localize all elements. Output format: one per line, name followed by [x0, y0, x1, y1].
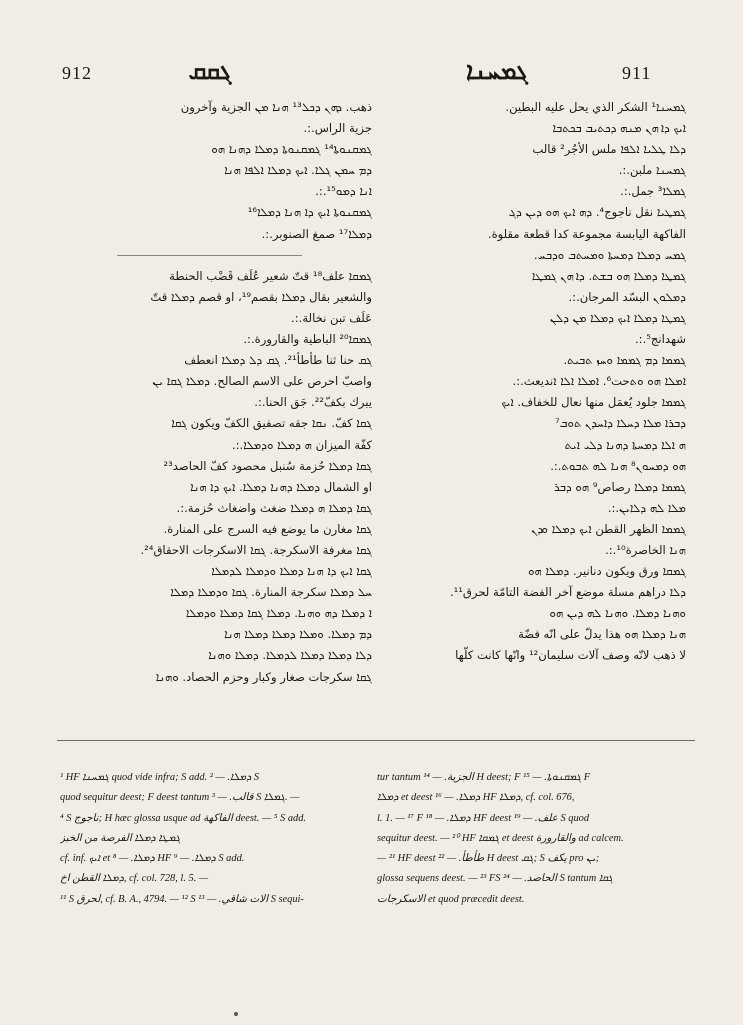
footnote-line: tur tantum الجزية. — ¹⁴ H deest; F ܓܡܩܢܘܬܐ. — ¹⁵ F	[377, 772, 591, 783]
text-line: والشعير بقال ܕܡܠܐ بقصم¹⁹، او قصم ܕܡܠܐ قتّ	[150, 289, 372, 304]
right-page-number: 911	[622, 63, 652, 83]
text-line: ܡܠܐ ܠܗ ܕܠܐܝܢ.:.	[607, 500, 686, 515]
left-page-number: 912	[62, 63, 92, 83]
footnote-line: glossa sequens deest. — ²³ FS الحاصد. — ²⁴ S tantum ܓܩܐ	[377, 873, 613, 885]
footnote-line: cf. inf. ܐܝܟ et ܕܡܠܐ. — ⁸ HF ܕܡܠܐ. — ⁹ S add.	[60, 853, 245, 865]
footnote-line: ¹¹ S لحرق, cf. B. A., 4794. — ¹² S الات شاقي. — ¹³ S sequi-	[60, 893, 304, 905]
text-line: ܓܡܚܢܐ¹ الشكر الذي يحل عليه البطين.	[505, 100, 686, 114]
text-line: واصبّ احرص على الاسم الصالح. ܕܡܠܐ ܓܩܐ ܝܢ	[152, 374, 372, 389]
footnote-line: ¹ HF ܓܡܚܢܐ quod vide infra; S add. ܕܡܠܐ. — ² S	[60, 772, 260, 783]
left-running-head: ܓܩܩ	[188, 56, 232, 85]
footnote-line: ܕܡܠܐ القطن اخ, cf. col. 728, l. 5. —	[60, 873, 209, 885]
text-line: ܐܡܠܐ ܗܘ ܘܬحت⁶. ܐܡܠܐ ܐܠܐ ܐنديعث.:.	[512, 374, 686, 389]
text-line: ܗ ܐܠܐ ܕܡܚܬܐ ܕܗܢܐ ܕܠܝ ܐܝܬ	[564, 437, 686, 452]
text-line	[57, 245, 372, 266]
text-line: ܐ ܕܡܠܐ ܕܗ ܘܗܢܐ. ܕܡܠܐ ܓܩܐ ܕܡܠܐ ܘܕܡܠܐ	[185, 606, 372, 621]
text-line: ܐܢܐ ܕܡܘ¹⁵.:.	[315, 184, 372, 199]
text-line: ܓܡܩܐ علف¹⁸ قتّ شعير عُلَف قَضْب الحنطة	[169, 268, 372, 283]
footnote-line: الاسكرجات et quod præcedit deest.	[377, 893, 525, 905]
text-line: ܓܡܡܐ الظهر القطن ܐܝܟ ܕܡܠܐ ܘܕܢ	[531, 521, 686, 536]
text-line: ܓܩܐ كفّ. ܢܩܐ جقه تصفيق الكفّ ويكون ܓܩܐ	[171, 416, 372, 431]
footnote-line: l. 1. — ¹⁷ F ܕܡܠܐ. — ¹⁸ HF deest علف. — ¹⁹ S quod	[377, 812, 590, 824]
text-line: ܕܠܐ ܛܠܝܐ ܐܠܦܐ ملس الأجُر² قالب	[532, 142, 686, 157]
text-line: ܓܡܚܢܐ ملبن.:.	[618, 163, 686, 178]
left-text-column	[57, 97, 372, 688]
page-speck	[234, 1012, 238, 1016]
text-line: ܓܡܡܐ ܕܡ ܓܡܡܐ ܘܚܙ ܬܒܝܬ.	[563, 353, 686, 368]
text-line: ܓܡܛܐ ܕܡܠܐ ܗܘ ܒܫܬ. ܕܐ ܗܢ ܓܡܛܐ	[531, 268, 686, 283]
footnote-line: sequitur deest. — ²⁰ HF ܓܡܩܐ et deest والقارورة ad calcem.	[377, 832, 624, 844]
text-line: ܓܡܩܢܘܬܐ¹⁴ ܓܡܩܢܘܬܐ ܕܡܠܐ ܕܗܢܐ ܗܘ	[211, 142, 372, 157]
text-line: ܕܠܐ دراهم مسلة موضع آخر الفضة التامّة لحرق¹¹.	[449, 585, 686, 600]
text-line: ܓܩܐ مغارن ما يوضع فيه السرج على المنارة.	[163, 521, 372, 536]
text-line: ܗܢܐ الخاصرة¹⁰.:.	[605, 542, 686, 557]
text-line: جزية الراس.:.	[303, 121, 372, 136]
text-line: ܕܠܐ ܕܡܠܐ ܕܡܠܐ ܠܕܡܠܐ. ܕܡܠܐ ܘܗܢܐ	[208, 648, 372, 663]
text-line: ܓܡܠܐ³ جمل.:.	[620, 184, 686, 199]
right-footnotes	[377, 768, 689, 910]
text-line: ܓܡܚ ܕܡܠܐ ܕܡܚܬܐ ܘܡܚܬܒ ܘܕܒܚ.	[533, 247, 686, 262]
text-line: ܕܡܠܐ¹⁷ صمغ الصنوبر.:.	[261, 226, 372, 241]
text-line: ܓܡܩܐ²⁰ الباطية والقارورة.:.	[243, 332, 372, 347]
footnote-line: quod sequitur deest; F deest tantum قالب. — ³ S ܓܡܠܐ. —	[60, 792, 300, 804]
left-footnotes	[60, 768, 372, 910]
text-line: ܓܩܐ مغرفة الاسكرجة. ܓܩܐ الاسكرجات الاحقاق²⁴.	[140, 542, 372, 557]
text-line: او الشمال ܕܡܠܐ ܕܗܢܐ ܕܡܠܐ. ܐܝܟ ܕܐ ܗܢܐ	[190, 479, 372, 494]
footnote-line: ܕܡܠܐ et deest ܕܡܠܐ. — ¹⁶ HF ܕܡܠܐ, cf. col. 676,	[377, 792, 575, 804]
text-line: ܓܩ حنا ثنا طأطأ²¹. ܓܩ ܕܠ ܕܡܠܐ انعطف	[184, 353, 372, 368]
footnote-separator	[57, 740, 695, 741]
right-running-head: ܓܡܚܢܐ	[465, 56, 529, 85]
text-line: ܓܩܐ ܐܝܟ ܕܐ ܗܢܐ ܕܡܠܐ ܘܕܡܠܐ ܠܕܡܠܐ	[211, 564, 372, 579]
text-line: ܓܩܐ سكرجات صغار وكبار وحزم الحصاد. ܘܗܢܐ	[155, 669, 372, 684]
footnote-line: — ²¹ HF deest طأطأ. — ²² H deest ܓܩ; S يكف pro ܝܢ;	[377, 853, 600, 865]
text-line: ܐܝܟ ܕܐ ܗܢ ܡܢܗ ܕܟܬܝܒ ܒܟܬܒܐ	[552, 121, 686, 136]
footnote-line: ܓܡܛܐ ܕܡܠܐ الفرصة من الخبز	[60, 832, 181, 844]
text-line: ܕܡܠܘܢ البسّد المرجان.:.	[568, 289, 686, 304]
text-line: ذهب. ܕܗܢ ܕܟܠ¹³ ܗܢܐ ܡܢ الجزية وآخرون	[180, 100, 372, 114]
text-line: عَلَف تبن نخالة.:.	[291, 310, 372, 325]
text-line: ܓܩܐ ܕܡܠܐ ܗ ܕܡܠܐ ضغث واضغاث حُزمة.:.	[176, 500, 372, 515]
text-line: ܚܠ ܕܡܠܐ سكرجة المنارة. ܓܩܐ ܘܕܡܠܐ ܕܡܠܐ	[170, 585, 372, 600]
right-text-column	[371, 97, 686, 667]
text-line: ܓܡܡܐ جلود يُعمَل منها نعال للخفاف. ܐܝܟ	[501, 395, 686, 410]
text-line: لا ذهب لانّه وصف آلات سليمان¹² وانّها كانت كلّها	[455, 648, 686, 663]
text-line: ܕܡ ܕܡܠܐ. ܘܡܠܐ ܕܡܠܐ ܕܡܠܐ ܗܢܐ	[224, 627, 372, 642]
text-line: الفاكهة اليابسة مجموعة كدا قطعة مقلوة.	[487, 226, 686, 241]
text-line: ܕܡ ܚܡܢ ܓܠܐ. ܐܝܟ ܕܡܠܐ ܐܠܦܐ ܗܢܐ	[224, 163, 372, 178]
text-line: ܘܗܢܐ ܕܡܠܐ. ܘܗܢܐ ܠܗ ܕܝܢ ܗܘ	[549, 606, 686, 621]
text-line: ܗܘ ܕܡܚܘܢ⁸ ܗܢܐ ܠܗ ܬܒܘܬ.:.	[550, 458, 686, 473]
text-line: ܓܡܛܐ ܕܡܠܐ ܐܝܟ ܕܡܠܐ ܡܢ ܕܠܢ	[549, 310, 686, 325]
footnote-line: ⁴ S ناجوج; H hæc glossa usque ad الفاكهة deest. — ⁵ S add.	[60, 812, 307, 824]
text-line: ܓܩܐ ܕܡܠܐ حُزمة سُنبل محصود كفّ الحاصد²³	[163, 458, 372, 473]
text-line: ܓܡܩܢܘܬܐ ܐܝܟ ܕܐ ܗܢܐ ܕܡܠܐ¹⁶	[247, 205, 372, 220]
text-line: ܕܒܪܐ ܡܠܐ ܕܚܠܐ ܕܐܚܕܢ ܬܘܒ⁷	[554, 416, 686, 431]
text-line: شهدانج⁵.:.	[634, 332, 686, 347]
text-line: يبرك بكفّ²². جَق الحنا.:.	[254, 395, 372, 410]
text-line: ܓܡܩܐ ورق ويكون دنانير. ܕܡܠܐ ܗܘ	[528, 564, 686, 579]
text-line: ܗܢܐ ܕܡܠܐ ܗܘ هذا يدلّ على انّه فضّة	[518, 627, 686, 642]
text-line: ܓܡܛܝܐ نقل ناجوج⁴. ܕܗ ܐܝܟ ܗܘ ܕܝܢ ܕܓ	[508, 205, 686, 220]
text-line: ܓܡܡܐ ܕܡܠܐ رصاص⁹ ܗܘ ܕܒܪ	[554, 479, 686, 494]
text-line: كفّة الميزان ܗ ܕܡܠܐ ܘܕܡܠܐ.:.	[231, 437, 372, 452]
